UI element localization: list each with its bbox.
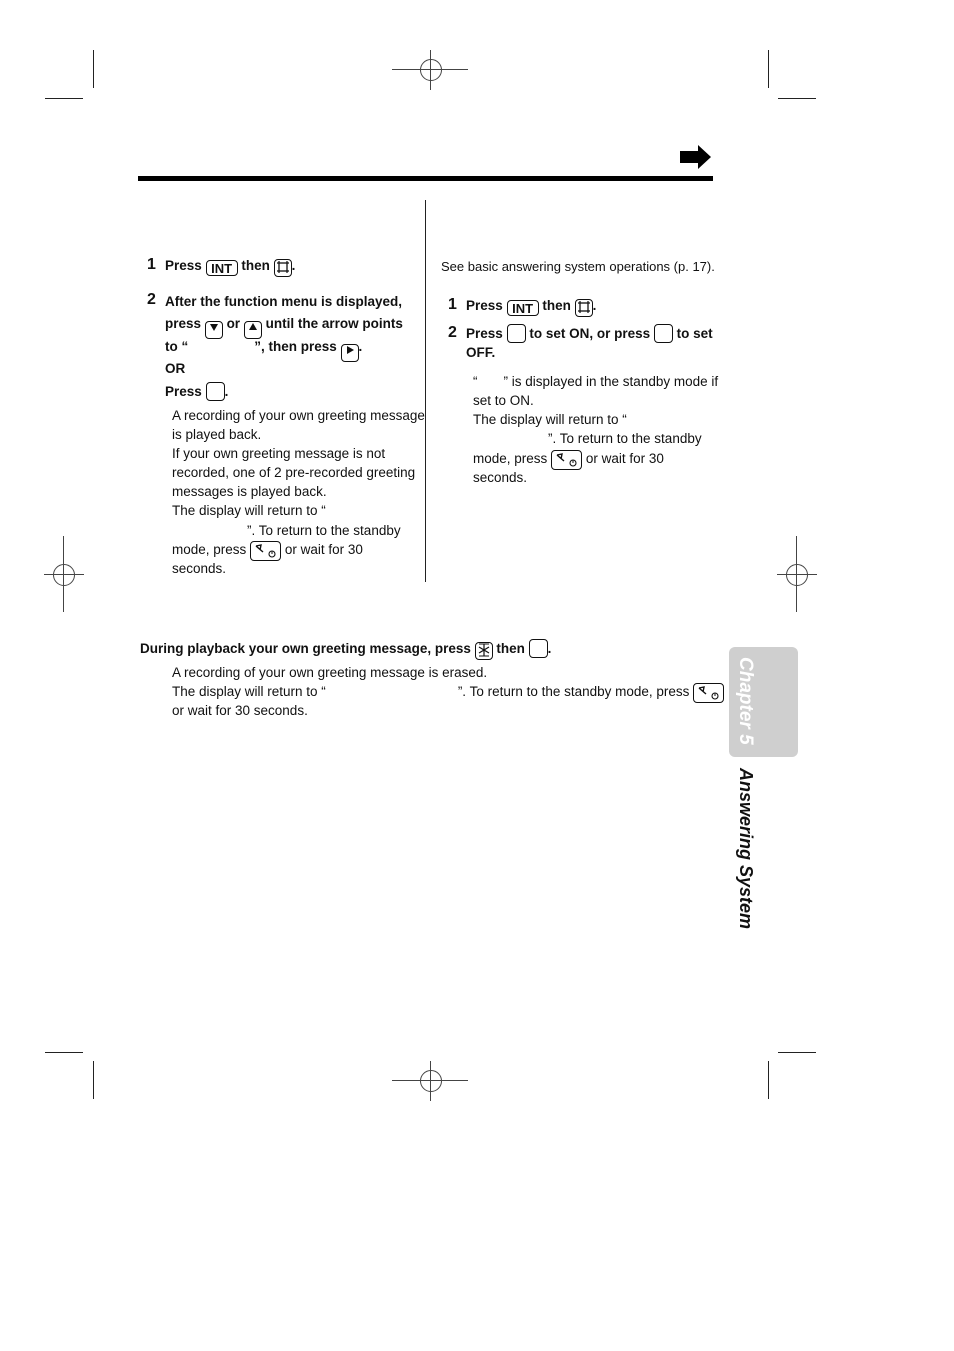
off-key-icon bbox=[551, 450, 582, 470]
note-text: set to ON. bbox=[473, 393, 534, 408]
step-text: Press to set ON, or press to set bbox=[466, 326, 713, 341]
note-text: messages is played back. bbox=[172, 484, 327, 499]
section-label: Answering System bbox=[736, 768, 756, 930]
star-key-icon bbox=[475, 642, 493, 660]
int-key: INT bbox=[507, 300, 539, 316]
note-text: A recording of your own greeting message bbox=[172, 408, 425, 423]
step-text: Press INT then . bbox=[466, 298, 597, 316]
int-key: INT bbox=[206, 260, 238, 276]
step-text: to “ ”, then press . bbox=[165, 336, 362, 362]
note-text: “ ” is displayed in the standby mode if bbox=[473, 374, 719, 389]
erase-instruction: During playback your own greeting message, press then . bbox=[140, 638, 551, 660]
function-key-icon bbox=[274, 259, 292, 277]
function-key-icon bbox=[575, 299, 593, 317]
note-text: recorded, one of 2 pre-recorded greeting bbox=[172, 465, 416, 480]
crop-mark bbox=[768, 1061, 769, 1099]
blank-key bbox=[507, 324, 526, 343]
step-text: Press INT then . bbox=[165, 258, 296, 276]
note-text: mode, press or wait for 30 bbox=[473, 449, 664, 470]
crop-mark bbox=[45, 98, 83, 99]
note-text: ”. To return to the standby bbox=[548, 431, 702, 446]
note-text: seconds. bbox=[172, 561, 227, 576]
step-text: After the function menu is displayed, bbox=[165, 294, 403, 309]
step-number: 1 bbox=[147, 256, 156, 273]
note-text: The display will return to “ bbox=[473, 412, 627, 427]
crop-mark bbox=[93, 50, 94, 88]
note-text: If your own greeting message is not bbox=[172, 446, 386, 461]
right-arrow-key-icon bbox=[341, 344, 359, 362]
crop-mark bbox=[93, 1061, 94, 1099]
note-text: ”. To return to the standby bbox=[247, 523, 401, 538]
off-key-icon bbox=[693, 683, 724, 703]
step-text: press or until the arrow points bbox=[165, 313, 403, 339]
or-label: OR bbox=[165, 361, 186, 376]
note-text: A recording of your own greeting message is erased. bbox=[172, 665, 488, 680]
note-text: is played back. bbox=[172, 427, 262, 442]
off-key-icon bbox=[250, 541, 281, 561]
note-text: mode, press or wait for 30 bbox=[172, 540, 363, 561]
column-divider bbox=[425, 200, 426, 582]
arrow-right-icon bbox=[680, 145, 712, 169]
intro-text: See basic answering system operations (p. 17). bbox=[441, 259, 715, 274]
step-text: OFF. bbox=[466, 345, 496, 360]
crop-mark bbox=[778, 98, 816, 99]
note-text: The display will return to “ bbox=[172, 503, 326, 518]
step-number: 2 bbox=[147, 291, 156, 308]
step-number: 2 bbox=[448, 324, 457, 341]
note-text: The display will return to “ ”. To return to the standby mode, press bbox=[172, 682, 724, 703]
blank-key bbox=[206, 382, 225, 401]
note-text: seconds. bbox=[473, 470, 528, 485]
blank-key bbox=[529, 639, 548, 658]
crop-mark bbox=[45, 1052, 83, 1053]
header-rule bbox=[138, 176, 713, 181]
crop-mark bbox=[778, 1052, 816, 1053]
chapter-label: Chapter 5 bbox=[735, 657, 756, 745]
step-text: Press . bbox=[165, 384, 229, 399]
blank-key bbox=[654, 324, 673, 343]
note-text: or wait for 30 seconds. bbox=[172, 703, 308, 718]
step-number: 1 bbox=[448, 296, 457, 313]
crop-mark bbox=[768, 50, 769, 88]
